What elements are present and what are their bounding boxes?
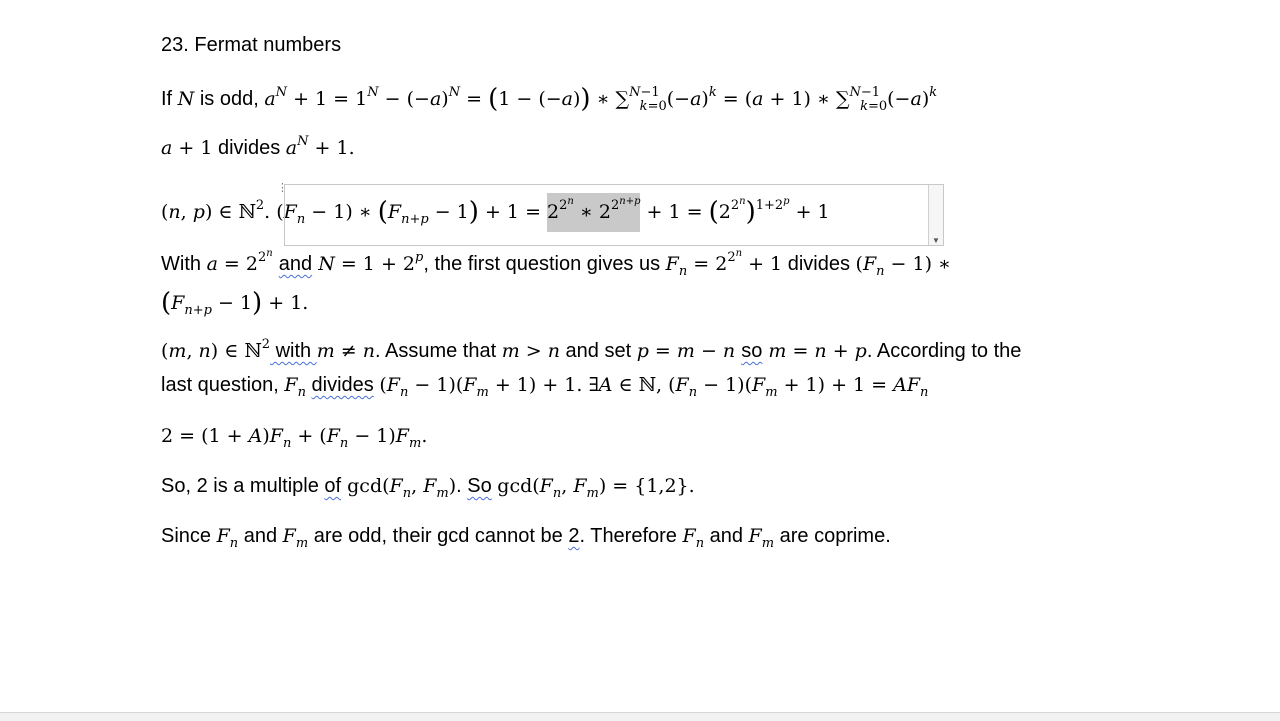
paragraph-with-a: With $a = 2^{2^n}$ and $N = 1 + 2^p$, the first question gives us $F_n = 2^{2^n} + 1$ divides $(F_n - 1)$ ∗: [161, 248, 951, 279]
drag-handle-icon[interactable]: ⋮: [277, 182, 288, 194]
paragraph-divides: a + 1 divides $a^N + 1$.: [161, 134, 355, 159]
heading: 23. Fermat numbers: [161, 34, 342, 56]
equation-editor-box[interactable]: [277, 182, 944, 246]
paragraph-coprime: Since $F_n$ and $F_m$ are odd, their gcd cannot be 2. Therefore $F_n$ and $F_m$ are coprime.: [161, 525, 891, 551]
paragraph-gcd: So, 2 is a multiple of $\gcd(F_n$, $F_m$). So $\gcd(F_n$, $F_m) = \{1,2\}$.: [161, 475, 695, 501]
paragraph-last-question: last question, $F_n$ divides $(F_n - 1)(F_m + 1) + 1$. ∃A ∈ ℕ, $(F_n - 1)(F_m + 1) + 1 = AF_n$: [161, 374, 929, 400]
paragraph-product-equation: (n, p) ∈ ℕ$^2$. $(F_n - 1)$ ∗ $(F_{n+p} - 1) + 1 = 2^{2^n}$ ∗ $2^{2^{n+p}} + 1 = (2^{2^n})^{1+2^p} + 1$: [161, 197, 830, 227]
scroll-down-icon[interactable]: ▼: [932, 236, 940, 245]
paragraph-with-a-cont: $(F_{n+p} - 1) + 1$.: [161, 288, 309, 318]
paragraph-odd-n: If N is odd, $a^N + 1 = 1^N - (-a)^N = (1 - (-a))$ ∗ $\sum^{N-1}_{k=0}(-a)^k = (a + 1)$ ∗ $\sum^{N-1}_{k=0}(-a)^k$: [161, 84, 938, 114]
paragraph-two-equals: $2 = (1 + A)F_n + (F_n - 1)F_m$.: [161, 425, 428, 451]
paragraph-assume: (m, n) ∈ ℕ$^2$ with m ≠ n. Assume that m > n and set p = m − n so m = n + p. According to the: [161, 337, 1022, 362]
equation-scrollbar[interactable]: [928, 185, 943, 245]
